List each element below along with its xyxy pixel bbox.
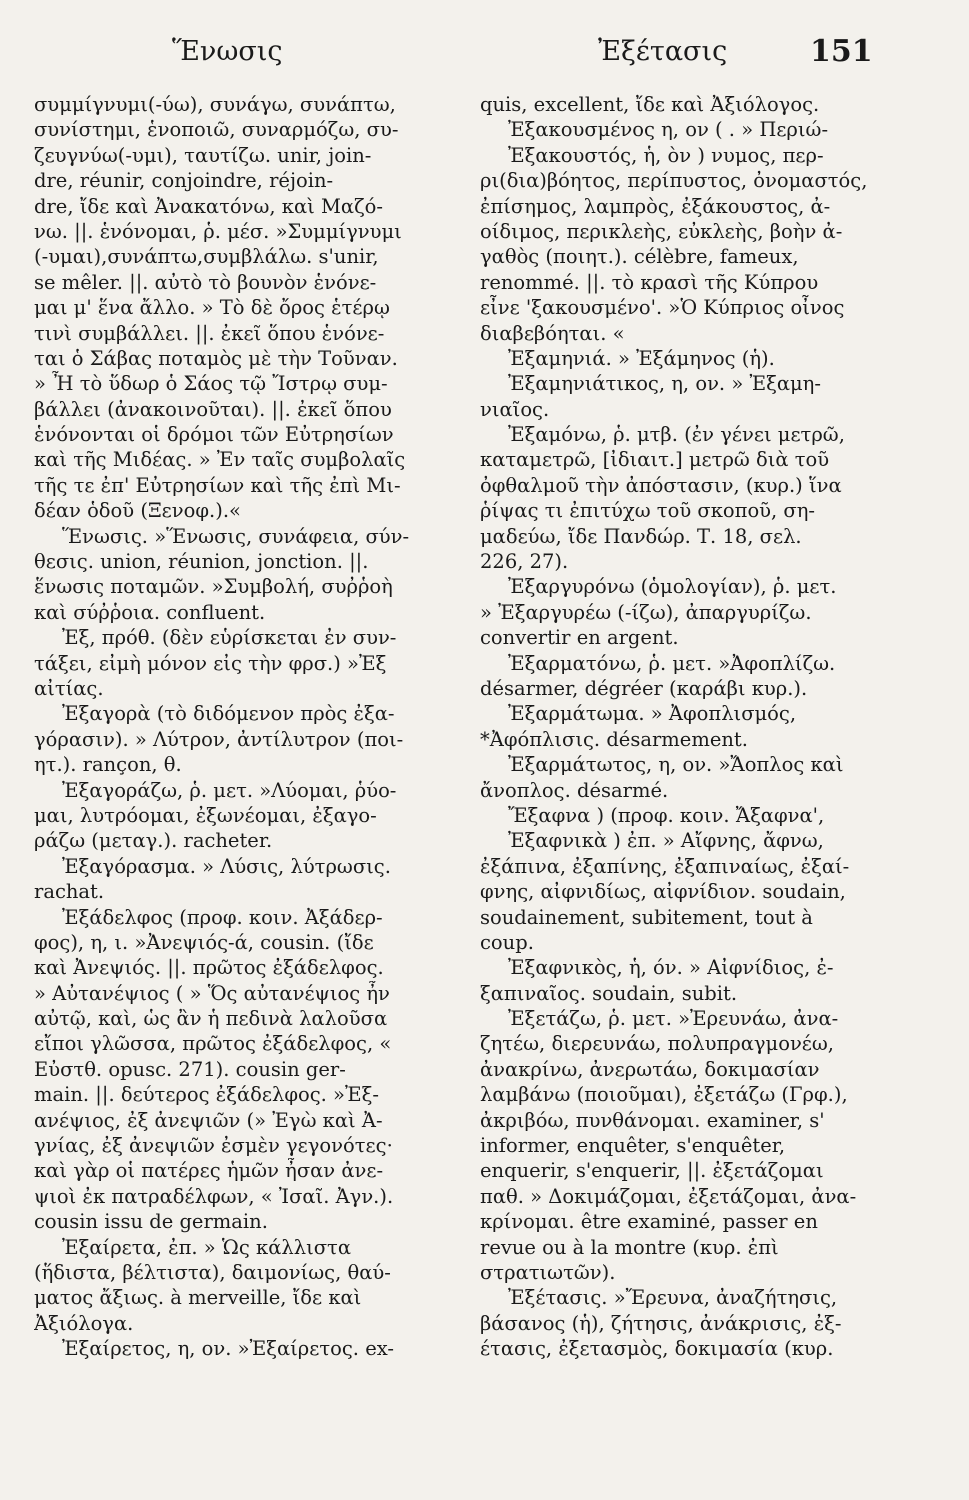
text-line: Ἐξαμόνω, ῥ. μτβ. (ἐν γένει μετρῶ, [508, 423, 845, 447]
text-line: Ἐξέτασις. »Ἔρευνα, ἀναζήτησις, [508, 1286, 838, 1310]
text-line: Ἔξαφνα ) (προφ. κοιν. Ἄξαφνα', [508, 803, 825, 827]
text-line: ἄνοπλος. désarmé. [480, 778, 669, 802]
text-line: αἰτίας. [34, 676, 104, 700]
text-line: Ἐξαρμάτωτος, η, ον. »Ἄοπλος καὶ [508, 753, 844, 777]
text-line: λαμβάνω (ποιοῦμαι), ἐξετάζω (Γρφ.), [480, 1083, 848, 1107]
text-line: γνίας, ἐξ ἀνεψιῶν ἐσμὲν γεγονότες· [34, 1134, 393, 1158]
text-line: νω. ||. ἑνόνομαι, ῥ. μέσ. »Συμμίγνυμι [34, 219, 402, 243]
text-line: τῆς τε ἐπ' Εὐτρησίων καὶ τῆς ἐπὶ Μι- [34, 473, 401, 497]
text-line: δέαν ὁδοῦ (Ξενοφ.).« [34, 499, 241, 523]
text-line: Ἐξετάζω, ῥ. μετ. »Ἐρευνάω, ἀνα- [508, 1007, 839, 1031]
text-line: ανέψιος, ἐξ ἀνεψιῶν (» Ἐγὼ καὶ Ἀ- [34, 1108, 383, 1132]
text-line: Ἐξαγόρασμα. » Λύσις, λύτρωσις. [62, 854, 391, 878]
text-line: μαι, λυτρόομαι, ἐξωνέομαι, ἐξαγο- [34, 803, 377, 827]
text-line: » Ἐξαργυρέω (-ίζω), ἀπαργυρίζω. [480, 600, 812, 624]
text-line: συνίστημι, ἑνοποιῶ, συναρμόζω, συ- [34, 118, 399, 142]
text-line: διαβεβόηται. « [480, 321, 625, 345]
text-line: Ἐξαργυρόνω (ὁμολογίαν), ῥ. μετ. [508, 575, 837, 599]
text-line: ράζω (μεταγ.). racheter. [34, 829, 273, 853]
text-line: ζητέω, διερευνάω, πολυπραγμονέω, [480, 1032, 835, 1056]
text-line: ῥίψας τι ἐπιτύχω τοῦ σκοποῦ, ση- [480, 499, 816, 523]
text-line: informer, enquêter, s'enquêter, [480, 1134, 786, 1158]
text-line: dre, ἴδε καὶ Ἀνακατόνω, καὶ Μαζό- [34, 194, 384, 218]
text-line: καταμετρῶ, [ἰδιαιτ.] μετρῶ διὰ τοῦ [480, 448, 830, 472]
page-number: 151 [810, 34, 873, 69]
text-line: revue ou à la montre (κυρ. ἐπὶ [480, 1235, 779, 1259]
text-line: οίδιμος, περικλεὴς, εὐκλεὴς, βοὴν ἀ- [480, 219, 843, 243]
text-line: quis, excellent, ἴδε καὶ Ἀξιόλογος. [480, 93, 820, 116]
text-line: μαδεύω, ἴδε Πανδώρ. Τ. 18, σελ. [480, 524, 802, 548]
text-line: Ἐξακουστός, ἡ, ὸν ) νυμος, περ- [508, 143, 824, 167]
text-line: ἀνακρίνω, ἀνερωτάω, δοκιμασίαν [480, 1057, 820, 1081]
text-line: » Ἦ τὸ ὕδωρ ὁ Σάος τῷ Ἴστρῳ συμ- [34, 372, 388, 396]
text-line: ὀφθαλμοῦ τὴν ἀπόστασιν, (κυρ.) ἵνα [480, 473, 842, 497]
text-line: ἑνόνονται οἱ δρόμοι τῶν Εὐτρησίων [34, 423, 394, 447]
text-line: rachat. [34, 880, 105, 904]
text-line: (-υμαι),συνάπτω,συμβλάλω. s'unir, [34, 245, 379, 269]
text-line: θεσις. union, réunion, jonction. ||. [34, 550, 369, 574]
text-line: τάξει, εἰμὴ μόνον εἰς τὴν φρσ.) »Ἐξ [34, 651, 387, 675]
text-line: soudainement, subitement, tout à [480, 905, 813, 929]
text-line: main. ||. δεύτερος ἐξάδελφος. »Ἐξ- [34, 1083, 379, 1107]
text-line: ξαπιναῖος. soudain, subit. [480, 981, 738, 1005]
text-line: ματος ἄξιως. à merveille, ἴδε καὶ [34, 1286, 362, 1310]
text-line: παθ. » Δοκιμάζομαι, ἐξετάζομαι, ἀνα- [480, 1184, 857, 1208]
text-line: Ἀξιόλογα. [34, 1311, 134, 1335]
text-line: Ἐξαμηνιάτικος, η, ον. » Ἐξαμη- [508, 372, 821, 396]
text-line: coup. [480, 930, 534, 954]
text-line: ἕνωσις ποταμῶν. »Συμβολή, συῤῥοὴ [34, 575, 393, 599]
text-line: στρατιωτῶν). [480, 1260, 616, 1284]
text-line: Ἐξαφνικὸς, ἡ, όν. » Αἰφνίδιος, ἐ- [508, 956, 834, 980]
header-first-entry: Ἕνωσις [172, 36, 283, 67]
text-line: βάσανος (ἡ), ζήτησις, ἀνάκρισις, ἐξ- [480, 1311, 842, 1335]
left-column [34, 92, 464, 1362]
text-line: Ἐξαφνικὰ ) ἐπ. » Αἴφνης, ἄφνω, [508, 829, 824, 853]
text-line: γόρασιν). » Λύτρον, ἀντίλυτρον (ποι- [34, 727, 404, 751]
text-line: Ἐξαγοράζω, ῥ. μετ. »Λύομαι, ῥύο- [62, 778, 397, 802]
text-line: » Αὐτανέψιος ( » Ὅς αὐτανέψιος ἦν [34, 981, 390, 1005]
right-column [480, 92, 892, 1362]
text-line: cousin issu de germain. [34, 1210, 268, 1234]
text-line: φος), η, ι. »Ἀνεψιός-ά, cousin. (ἴδε [34, 930, 374, 954]
text-line: Ἐξαρματόνω, ῥ. μετ. »Ἀφοπλίζω. [508, 651, 836, 675]
text-line: Ἐξακουσμένος η, ον ( . » Περιώ- [508, 118, 829, 142]
text-line: καὶ Ἀνεψιός. ||. πρῶτος ἐξάδελφος. [34, 956, 384, 980]
text-line: (ἥδιστα, βέλτιστα), δαιμονίως, θαύ- [34, 1260, 391, 1284]
text-line: συμμίγνυμι(-ύω), συνάγω, συνάπτω, [34, 93, 396, 116]
text-line: μαι μ' ἕνα ἄλλο. » Τὸ δὲ ὄρος ἑτέρῳ [34, 296, 390, 320]
text-line: convertir en argent. [480, 626, 679, 650]
text-line: εἴποι γλῶσσα, πρῶτος ἐξάδελφος, « [34, 1032, 392, 1056]
text-line: renommé. ||. τὸ κρασὶ τῆς Κύπρου [480, 270, 819, 294]
text-line: έτασις, ἐξετασμὸς, δοκιμασία (κυρ. [480, 1337, 834, 1361]
text-line: εἶνε 'ξακουσμένο'. »Ὁ Κύπριος οἶνος [480, 296, 845, 320]
text-line: ἀκριβόω, πυνθάνομαι. examiner, s' [480, 1108, 825, 1132]
header-last-entry: Ἐξέτασις [598, 36, 728, 67]
text-line: 226, 27). [480, 550, 569, 574]
text-line: dre, réunir, conjoindre, réjoin- [34, 169, 334, 193]
text-line: désarmer, dégréer (καράβι κυρ.). [480, 676, 808, 700]
text-line: φνης, αἰφνιδίως, αἰφνίδιον. soudain, [480, 880, 846, 904]
text-line: *Ἀφόπλισις. désarmement. [480, 727, 748, 751]
text-line: ἐπίσημος, λαμπρὸς, ἐξάκουστος, ἀ- [480, 194, 831, 218]
text-line: αὐτῷ, καὶ, ὡς ἂν ἡ πεδινὰ λαλοῦσα [34, 1007, 388, 1031]
text-line: se mêler. ||. αὐτὸ τὸ βουνὸν ἑνόνε- [34, 270, 377, 294]
text-line: βάλλει (ἀνακοινοῦται). ||. ἐκεῖ ὅπου [34, 397, 392, 421]
text-line: τινὶ συμβάλλει. ||. ἐκεῖ ὅπου ἑνόνε- [34, 321, 385, 345]
text-line: Ἐξαρμάτωμα. » Ἀφοπλισμός, [508, 702, 797, 726]
text-line: Ἐξαμηνιά. » Ἐξάμηνος (ἡ). [508, 346, 775, 370]
text-line: κρίνομαι. être examiné, passer en [480, 1210, 818, 1234]
text-line: Εὐστθ. opusc. 271). cousin ger- [34, 1057, 346, 1081]
text-line: ζευγνύω(-υμι), ταυτίζω. unir, join- [34, 143, 372, 167]
text-line: καὶ σύῤῥοια. confluent. [34, 600, 266, 624]
text-line: καὶ τῆς Μιδέας. » Ἐν ταῖς συμβολαῖς [34, 448, 406, 472]
text-line: ψιοὶ ἐκ πατραδέλφων, « Ἰσαῖ. Ἀγν.). [34, 1184, 394, 1208]
text-line: ται ὁ Σάβας ποταμὸς μὲ τὴν Τοῦναν. [34, 346, 398, 370]
text-line: γαθὸς (ποιητ.). célèbre, fameux, [480, 245, 799, 269]
text-line: Ἐξαγορὰ (τὸ διδόμενον πρὸς ἐξα- [62, 702, 395, 726]
text-line: Ἐξαίρετος, η, ον. »Ἐξαίρετος. ex- [62, 1337, 394, 1361]
text-line: Ἐξαίρετα, ἐπ. » Ὡς κάλλιστα [62, 1235, 351, 1259]
text-line: enquerir, s'enquerir, ||. ἐξετάζομαι [480, 1159, 824, 1183]
text-line: Ἕνωσις. »Ἕνωσις, συνάφεια, σύν- [62, 524, 410, 548]
text-line: καὶ γὰρ οἱ πατέρες ἡμῶν ἦσαν ἀνε- [34, 1159, 384, 1183]
running-header [30, 34, 873, 76]
text-line: ρι(δια)βόητος, περίπυστος, ὀνομαστός, [480, 169, 868, 193]
text-line: νιαῖος. [480, 397, 550, 421]
text-line: Ἐξάδελφος (προφ. κοιν. Ἀξάδερ- [62, 905, 383, 929]
text-line: ἐξάπινα, ἐξαπίνης, ἐξαπιναίως, ἐξαί- [480, 854, 850, 878]
text-line: Ἐξ, πρόθ. (δὲν εὑρίσκεται ἐν συν- [62, 626, 397, 650]
text-line: ητ.). rançon, θ. [34, 753, 182, 777]
